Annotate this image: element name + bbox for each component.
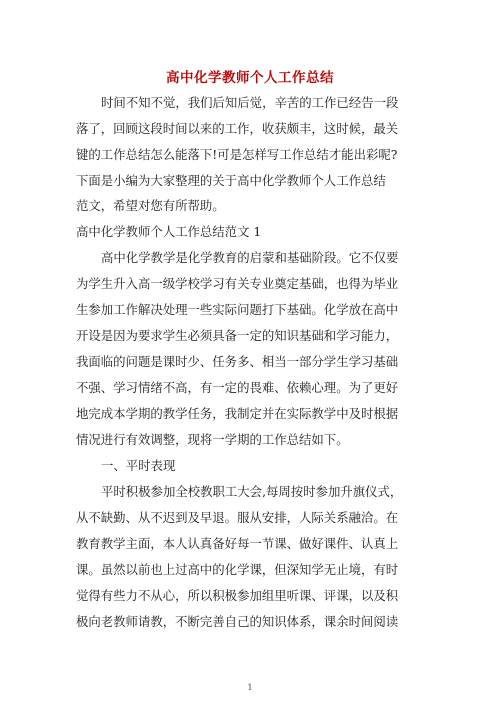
paragraph-line: 觉得有些力不从心，所以积极参加组里听课、评课，以及积 bbox=[76, 588, 399, 603]
paragraph-line: 落了，回顾这段时间以来的工作，收获颇丰，这时候，最关 bbox=[76, 121, 399, 136]
paragraph-line: 键的工作总结怎么能落下!可是怎样写工作总结才能出彩呢? bbox=[76, 147, 398, 162]
paragraph-line: 我面临的问题是课时少、任务多、相当一部分学生学习基础 bbox=[76, 354, 399, 369]
paragraph-line: 不强、学习情绪不高，有一定的畏难、依赖心理。为了更好 bbox=[76, 380, 399, 395]
paragraph-line: 教育教学主面，本人认真备好每一节课、做好课件、认真上 bbox=[76, 536, 399, 551]
paragraph-line: 地完成本学期的教学任务，我制定并在实际教学中及时根据 bbox=[76, 406, 399, 421]
paragraph-line: 极向老教师请教，不断完善自己的知识体系，课余时间阅读 bbox=[76, 614, 399, 629]
paragraph-line: 时间不知不觉，我们后知后觉，辛苦的工作已经告一段 bbox=[101, 95, 399, 110]
paragraph-line: 平时积极参加全校教职工大会,每周按时参加升旗仪式， bbox=[101, 484, 403, 499]
page-number: 1 bbox=[247, 683, 253, 692]
paragraph-line: 课。虽然以前也上过高中的化学课，但深知学无止境，有时 bbox=[76, 562, 399, 577]
paragraph-line: 开设是因为要求学生必须具备一定的知识基础和学习能力， bbox=[76, 328, 399, 343]
paragraph-line: 为学生升入高一级学校学习有关专业奠定基础，也得为毕业 bbox=[76, 276, 399, 291]
paragraph-line: 情况进行有效调整，现将一学期的工作总结如下。 bbox=[76, 432, 349, 447]
paragraph-line: 高中化学教学是化学教育的启蒙和基础阶段。它不仅要 bbox=[101, 250, 399, 265]
section-heading: 一、平时表现 bbox=[101, 458, 176, 473]
section-heading: 高中化学教师个人工作总结范文 1 bbox=[76, 224, 262, 239]
paragraph-line: 从不缺勤、从不迟到及早退。服从安排，人际关系融洽。在 bbox=[76, 510, 399, 525]
paragraph-line: 下面是小编为大家整理的关于高中化学教师个人工作总结 bbox=[76, 173, 386, 188]
paragraph-line: 范文，希望对您有所帮助。 bbox=[76, 198, 225, 213]
paragraph-line: 生参加工作解决处理一些实际问题打下基础。化学放在高中 bbox=[76, 302, 399, 317]
document-title: 高中化学教师个人工作总结 bbox=[166, 70, 334, 86]
